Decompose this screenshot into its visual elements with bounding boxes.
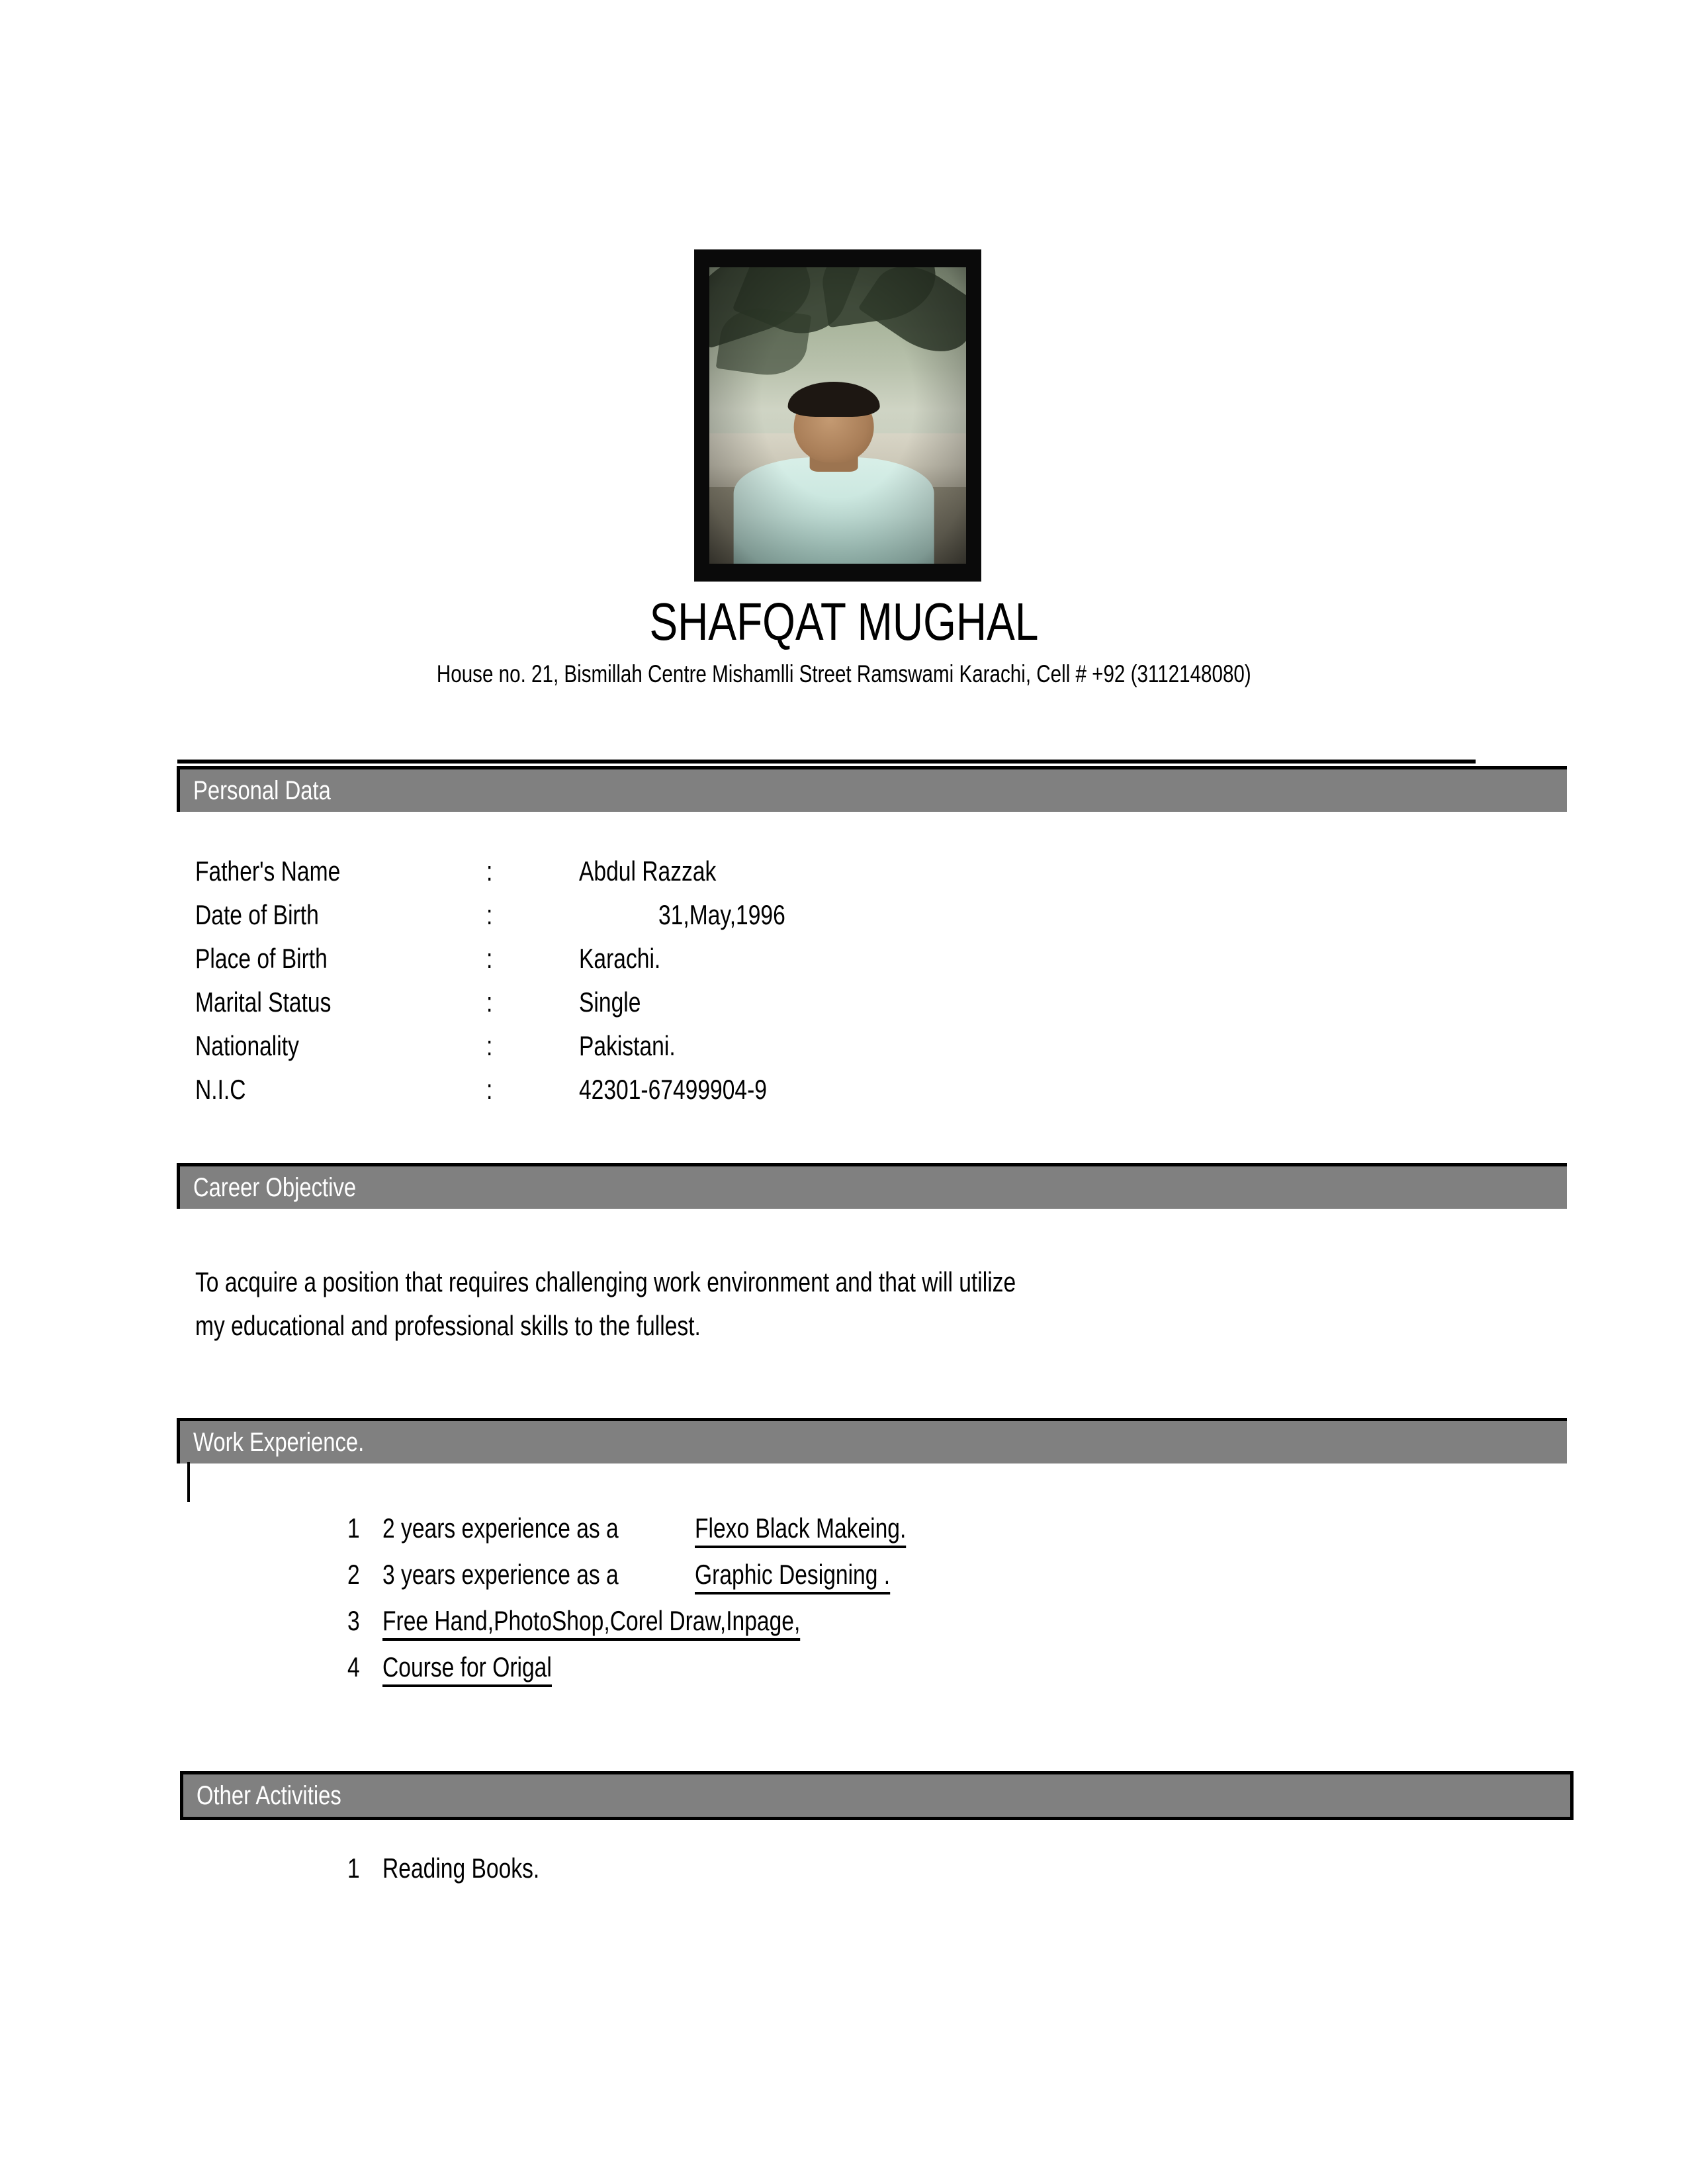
list-item-text bbox=[382, 1605, 905, 1641]
field-label: Marital Status bbox=[195, 986, 332, 1018]
table-row bbox=[195, 1074, 1254, 1117]
contact-address-text: House no. 21, Bismillah Centre Mishamlli Street Ramswami Karachi, Cell # +92 (3112148080) bbox=[437, 660, 1251, 687]
section-title: Career Objective bbox=[193, 1173, 357, 1202]
section-header-other-activities bbox=[180, 1771, 1574, 1820]
field-separator: : bbox=[486, 1030, 493, 1061]
field-value: Single bbox=[579, 986, 641, 1018]
table-row bbox=[195, 1030, 1254, 1074]
list-item-text bbox=[382, 1853, 579, 1884]
list-item-text bbox=[382, 1559, 939, 1594]
header-divider bbox=[177, 760, 1476, 764]
list-item-underlined: Flexo Black Makeing. bbox=[695, 1512, 906, 1548]
field-separator: : bbox=[486, 899, 493, 930]
field-value: 31,May,1996 bbox=[658, 899, 785, 930]
field-label: Nationality bbox=[195, 1030, 299, 1061]
section-title: Work Experience. bbox=[193, 1428, 365, 1457]
section-header-career-objective bbox=[180, 1163, 1567, 1209]
list-item-text bbox=[382, 1651, 594, 1687]
photo-vignette bbox=[709, 267, 966, 564]
list-item-text bbox=[382, 1512, 959, 1548]
list-item-number: 3 bbox=[347, 1605, 360, 1636]
list-item-underlined: Graphic Designing . bbox=[695, 1559, 890, 1594]
list-item-underlined: Course for Origal bbox=[382, 1651, 552, 1687]
section-title: Personal Data bbox=[193, 776, 331, 805]
list-item-plain: Reading Books. bbox=[382, 1853, 540, 1884]
section-header-work-experience bbox=[180, 1418, 1567, 1463]
field-label: N.I.C bbox=[195, 1074, 246, 1105]
objective-line: my educational and professional skills to the fullest. bbox=[195, 1310, 701, 1341]
list-item-number: 4 bbox=[347, 1651, 360, 1682]
contact-address bbox=[0, 662, 1688, 686]
field-separator: : bbox=[486, 943, 493, 974]
list-item-underlined: Free Hand,PhotoShop,Corel Draw,Inpage, bbox=[382, 1605, 800, 1641]
section-title: Other Activities bbox=[197, 1781, 341, 1810]
field-value: Karachi. bbox=[579, 943, 661, 974]
objective-line: To acquire a position that requires challenging work environment and that will utilize bbox=[195, 1266, 1016, 1297]
list-item-number: 1 bbox=[347, 1512, 360, 1544]
list-item-plain: 2 years experience as a bbox=[382, 1512, 619, 1544]
candidate-name bbox=[0, 592, 1688, 651]
list-item-plain: 3 years experience as a bbox=[382, 1559, 619, 1590]
photo-frame bbox=[695, 250, 981, 581]
personal-data-table bbox=[195, 855, 1254, 1117]
field-value: Abdul Razzak bbox=[579, 855, 717, 887]
field-separator: : bbox=[486, 986, 493, 1018]
field-label: Place of Birth bbox=[195, 943, 328, 974]
table-row bbox=[195, 986, 1254, 1030]
field-label: Father's Name bbox=[195, 855, 341, 887]
field-separator: : bbox=[486, 855, 493, 887]
table-row bbox=[195, 943, 1254, 986]
candidate-name-text: SHAFQAT MUGHAL bbox=[649, 592, 1039, 651]
list-item-number: 1 bbox=[347, 1853, 360, 1884]
section-header-personal-data bbox=[180, 766, 1567, 812]
photo-image bbox=[709, 267, 966, 564]
list-item-number: 2 bbox=[347, 1559, 360, 1590]
field-value: 42301-67499904-9 bbox=[579, 1074, 767, 1105]
profile-photo bbox=[695, 250, 981, 581]
table-row bbox=[195, 855, 1254, 899]
field-value: Pakistani. bbox=[579, 1030, 676, 1061]
career-objective-body bbox=[195, 1260, 1221, 1348]
field-label: Date of Birth bbox=[195, 899, 319, 930]
table-row bbox=[195, 899, 1254, 943]
field-separator: : bbox=[486, 1074, 493, 1105]
work-experience-margin-mark bbox=[187, 1462, 190, 1502]
